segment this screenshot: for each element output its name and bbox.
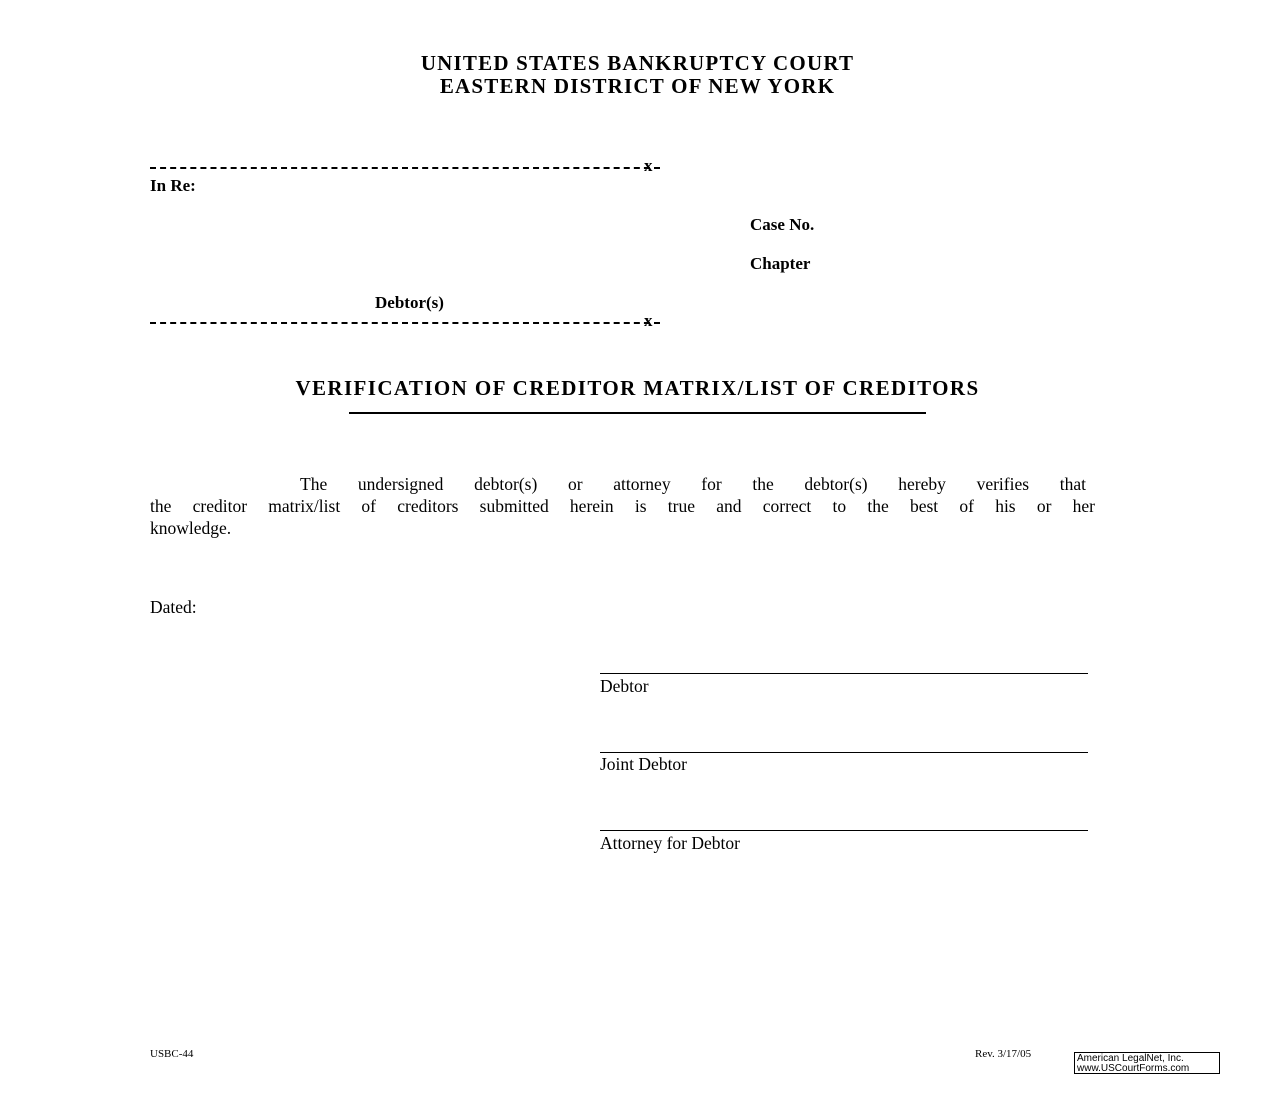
verification-line-3: knowledge.	[150, 518, 232, 538]
document-title: VERIFICATION OF CREDITOR MATRIX/LIST OF CREDITORS	[295, 376, 980, 400]
caption-top-x-mark: x	[644, 156, 653, 175]
in-re-label: In Re:	[150, 176, 196, 195]
debtors-label: Debtor(s)	[375, 293, 444, 312]
attorney-signature-label: Attorney for Debtor	[600, 833, 740, 853]
court-name: UNITED STATES BANKRUPTCY COURT	[420, 51, 855, 75]
caption-bottom-dashed-rule	[150, 322, 660, 324]
debtor-signature-line[interactable]	[600, 673, 1088, 674]
publisher-name: American LegalNet, Inc.	[1077, 1053, 1184, 1064]
dated-label: Dated:	[150, 597, 197, 617]
publisher-stamp	[1074, 1052, 1220, 1074]
chapter-label: Chapter	[750, 254, 811, 273]
verification-line-2: the creditor matrix/list of creditors submitted herein is true and correct to the best of his or her	[150, 496, 1095, 516]
publisher-url: www.USCourtForms.com	[1077, 1063, 1190, 1074]
case-no-label: Case No.	[750, 215, 815, 234]
title-underline	[349, 412, 926, 414]
joint-debtor-signature-label: Joint Debtor	[600, 754, 688, 774]
verification-line-1: The undersigned debtor(s) or attorney for the debtor(s) hereby verifies that	[300, 474, 1086, 494]
court-district: EASTERN DISTRICT OF NEW YORK	[439, 74, 836, 98]
caption-top-dashed-rule	[150, 167, 660, 169]
caption-bottom-x-mark: x	[644, 311, 653, 330]
form-id: USBC-44	[150, 1048, 194, 1060]
debtor-signature-label: Debtor	[600, 676, 649, 696]
revision-date: Rev. 3/17/05	[975, 1048, 1032, 1060]
attorney-signature-line[interactable]	[600, 830, 1088, 831]
